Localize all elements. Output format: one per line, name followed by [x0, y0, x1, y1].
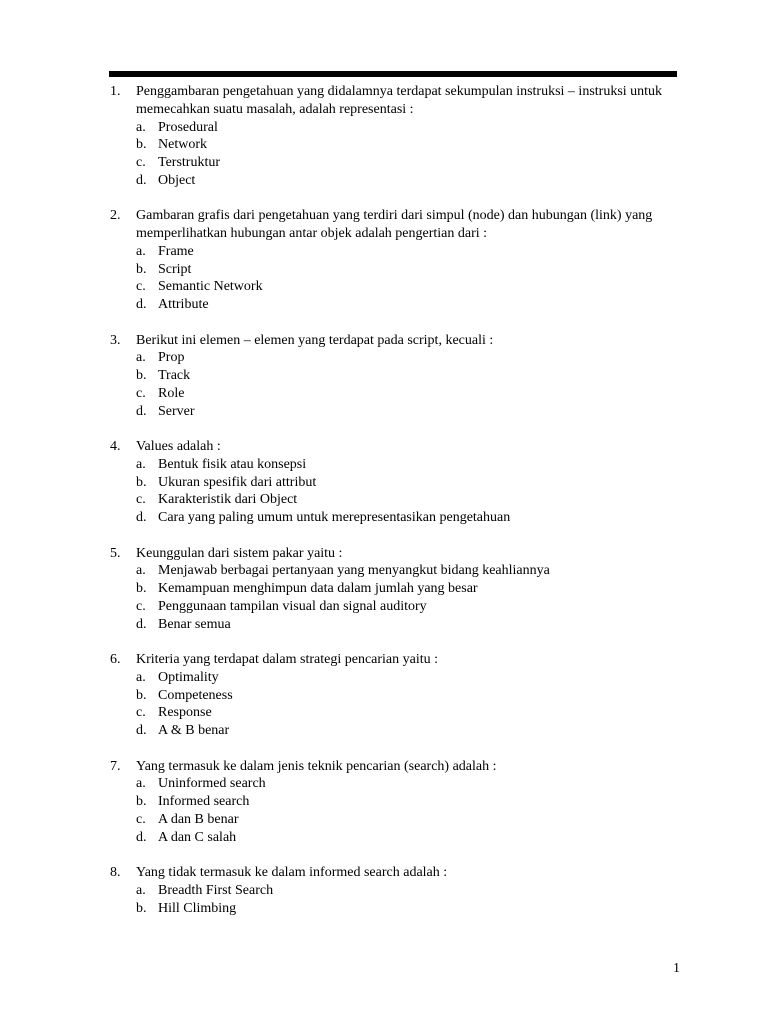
option-letter: d.	[136, 723, 147, 739]
answer-option	[136, 669, 680, 687]
question-item	[110, 332, 680, 421]
option-letter: a.	[136, 669, 146, 685]
answer-option	[136, 367, 680, 385]
option-list	[110, 562, 680, 633]
answer-option	[136, 154, 680, 172]
question-number: 5.	[110, 545, 121, 561]
question-number: 6.	[110, 652, 121, 668]
option-letter: c.	[136, 385, 146, 401]
answer-option	[136, 119, 680, 137]
option-list	[110, 119, 680, 190]
option-text: Penggunaan tampilan visual dan signal auditory	[158, 598, 427, 614]
answer-option	[136, 775, 680, 793]
option-letter: a.	[136, 776, 146, 792]
answer-option	[136, 456, 680, 474]
option-text: Ukuran spesifik dari attribut	[158, 474, 317, 490]
option-text: Benar semua	[158, 616, 231, 632]
answer-option	[136, 509, 680, 527]
question-item	[110, 864, 680, 917]
option-text: Cara yang paling umum untuk merepresentasikan pengetahuan	[158, 510, 511, 526]
option-letter: d.	[136, 403, 147, 419]
answer-option	[136, 580, 680, 598]
option-letter: b.	[136, 474, 147, 490]
option-text: Response	[158, 705, 212, 721]
option-letter: c.	[136, 705, 146, 721]
option-text: Uninformed search	[158, 776, 266, 792]
question-row	[110, 83, 680, 119]
option-text: Object	[158, 172, 196, 188]
option-text: Kemampuan menghimpun data dalam jumlah yang besar	[158, 581, 478, 597]
option-letter: d.	[136, 172, 147, 188]
question-row	[110, 332, 680, 350]
option-letter: b.	[136, 687, 147, 703]
option-text: Informed search	[158, 794, 250, 810]
question-text: Yang tidak termasuk ke dalam informed search adalah :	[136, 864, 448, 880]
answer-option	[136, 811, 680, 829]
answer-option	[136, 403, 680, 421]
question-text: Berikut ini elemen – elemen yang terdapat pada script, kecuali :	[136, 332, 494, 348]
option-letter: d.	[136, 510, 147, 526]
question-item	[110, 758, 680, 847]
question-row	[110, 207, 680, 243]
option-letter: c.	[136, 279, 146, 295]
option-letter: a.	[136, 456, 146, 472]
option-text: Prop	[158, 350, 185, 366]
question-item	[110, 545, 680, 634]
option-text: Optimality	[158, 669, 219, 685]
question-row	[110, 864, 680, 882]
option-letter: d.	[136, 297, 147, 313]
answer-option	[136, 278, 680, 296]
option-text: Attribute	[158, 297, 209, 313]
option-letter: b.	[136, 368, 147, 384]
question-item	[110, 207, 680, 314]
answer-option	[136, 793, 680, 811]
option-text: A dan B benar	[158, 811, 239, 827]
question-number: 7.	[110, 758, 121, 774]
option-text: Script	[158, 261, 192, 277]
option-letter: a.	[136, 350, 146, 366]
option-letter: b.	[136, 581, 147, 597]
option-list	[110, 669, 680, 740]
question-text: Values adalah :	[136, 439, 221, 455]
answer-option	[136, 474, 680, 492]
option-text: Network	[158, 137, 207, 153]
option-list	[110, 243, 680, 314]
answer-option	[136, 136, 680, 154]
option-text: A dan C salah	[158, 829, 237, 845]
option-letter: b.	[136, 137, 147, 153]
question-text: Keunggulan dari sistem pakar yaitu :	[136, 545, 343, 561]
question-row	[110, 758, 680, 776]
answer-option	[136, 296, 680, 314]
question-list	[110, 83, 680, 935]
answer-option	[136, 491, 680, 509]
page-number: 1	[673, 961, 680, 976]
question-number: 1.	[110, 84, 121, 99]
option-text: Server	[158, 403, 195, 419]
question-number: 2.	[110, 208, 121, 224]
option-text: Karakteristik dari Object	[158, 492, 298, 508]
question-number: 3.	[110, 332, 121, 348]
answer-option	[136, 598, 680, 616]
question-item	[110, 651, 680, 740]
question-number: 4.	[110, 439, 121, 455]
question-row	[110, 651, 680, 669]
answer-option	[136, 261, 680, 279]
question-text: Yang termasuk ke dalam jenis teknik pencarian (search) adalah :	[136, 758, 497, 774]
question-item	[110, 438, 680, 527]
question-row	[110, 438, 680, 456]
option-letter: d.	[136, 829, 147, 845]
option-letter: b.	[136, 261, 147, 277]
question-item	[110, 83, 680, 190]
answer-option	[136, 243, 680, 261]
answer-option	[136, 687, 680, 705]
option-text: Bentuk fisik atau konsepsi	[158, 456, 307, 472]
question-text: Kriteria yang terdapat dalam strategi pencarian yaitu :	[136, 652, 439, 668]
option-text: Breadth First Search	[158, 882, 274, 898]
question-text: Penggambaran pengetahuan yang didalamnya terdapat sekumpulan instruksi – instruksi untuk memecahkan suatu masalah, adalah representasi :	[136, 84, 663, 117]
answer-option	[136, 172, 680, 190]
option-letter: c.	[136, 492, 146, 508]
option-list	[110, 349, 680, 420]
answer-option	[136, 562, 680, 580]
option-text: Menjawab berbagai pertanyaan yang menyangkut bidang keahliannya	[158, 563, 550, 579]
option-letter: a.	[136, 563, 146, 579]
option-text: Terstruktur	[158, 155, 221, 171]
option-letter: c.	[136, 155, 146, 171]
option-text: A & B benar	[158, 723, 230, 739]
answer-option	[136, 722, 680, 740]
answer-option	[136, 900, 680, 918]
question-number: 8.	[110, 864, 121, 880]
option-letter: b.	[136, 794, 147, 810]
option-letter: c.	[136, 811, 146, 827]
option-text: Track	[158, 368, 191, 384]
option-letter: a.	[136, 243, 146, 259]
option-letter: b.	[136, 900, 147, 916]
question-row	[110, 545, 680, 563]
option-text: Semantic Network	[158, 279, 263, 295]
option-letter: a.	[136, 882, 146, 898]
option-text: Frame	[158, 243, 194, 259]
answer-option	[136, 385, 680, 403]
answer-option	[136, 349, 680, 367]
question-text: Gambaran grafis dari pengetahuan yang terdiri dari simpul (node) dan hubungan (link) yang memperlihatkan hubungan antar objek adalah pengertian dari :	[136, 208, 653, 242]
option-list	[110, 456, 680, 527]
option-letter: c.	[136, 598, 146, 614]
option-text: Hill Climbing	[158, 900, 237, 916]
answer-option	[136, 704, 680, 722]
option-list	[110, 775, 680, 846]
option-list	[110, 882, 680, 918]
option-text: Prosedural	[158, 119, 218, 135]
header-rule	[109, 71, 677, 77]
option-text: Role	[158, 385, 185, 401]
option-letter: a.	[136, 119, 146, 135]
option-text: Competeness	[158, 687, 233, 703]
answer-option	[136, 829, 680, 847]
option-letter: d.	[136, 616, 147, 632]
answer-option	[136, 616, 680, 634]
answer-option	[136, 882, 680, 900]
